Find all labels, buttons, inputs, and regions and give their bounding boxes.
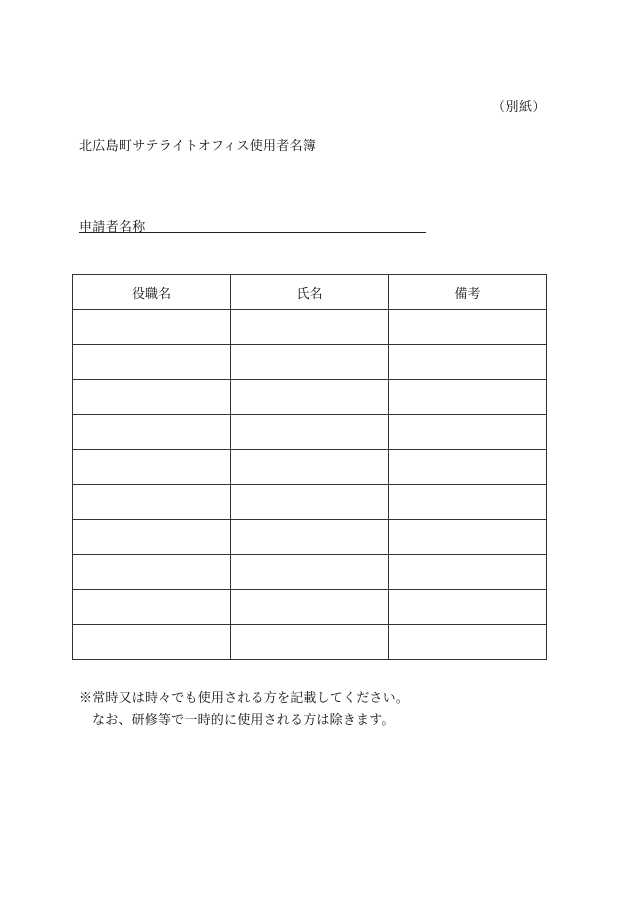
table-cell-position [73,450,231,485]
table-cell-position [73,310,231,345]
table-row [73,310,547,345]
table-header-row [73,275,547,310]
table-cell-position [73,520,231,555]
table-row [73,555,547,590]
table-cell-name [231,485,389,520]
table-cell-name [231,310,389,345]
table-cell-remarks [389,485,547,520]
applicant-name-field [79,216,426,233]
table-cell-name [231,380,389,415]
table-cell-remarks [389,555,547,590]
table-cell-position [73,345,231,380]
column-header-name: 氏名 [231,275,389,310]
column-header-remarks: 備考 [389,275,547,310]
table-cell-name [231,590,389,625]
table-cell-name [231,415,389,450]
table-row [73,345,547,380]
note-line: なお、研修等で一時的に使用される方は除きます。 [92,713,395,728]
table-row [73,415,547,450]
table-cell-remarks [389,520,547,555]
table-cell-remarks [389,450,547,485]
user-roster-table [72,274,547,660]
table-cell-position [73,625,231,660]
notes [79,688,409,732]
table-cell-name [231,625,389,660]
table-row [73,485,547,520]
table-cell-position [73,380,231,415]
table-row [73,625,547,660]
table-cell-remarks [389,310,547,345]
table-cell-remarks [389,625,547,660]
column-header-position: 役職名 [73,275,231,310]
table-row [73,520,547,555]
applicant-name-label: 申請者名称 [79,220,146,235]
table-cell-position [73,415,231,450]
table-cell-position [73,590,231,625]
table-cell-name [231,345,389,380]
table-cell-name [231,555,389,590]
table-cell-remarks [389,380,547,415]
table-row [73,450,547,485]
table-cell-name [231,520,389,555]
table-cell-name [231,450,389,485]
table-cell-position [73,555,231,590]
table-row [73,380,547,415]
note-line: ※常時又は時々でも使用される方を記載してください。 [79,691,410,706]
table-cell-remarks [389,590,547,625]
table-cell-remarks [389,415,547,450]
table-row [73,590,547,625]
attachment-label: （別紙） [491,100,546,115]
document-title: 北広島町サテライトオフィス使用者名簿 [79,139,317,154]
table-cell-remarks [389,345,547,380]
table-cell-position [73,485,231,520]
